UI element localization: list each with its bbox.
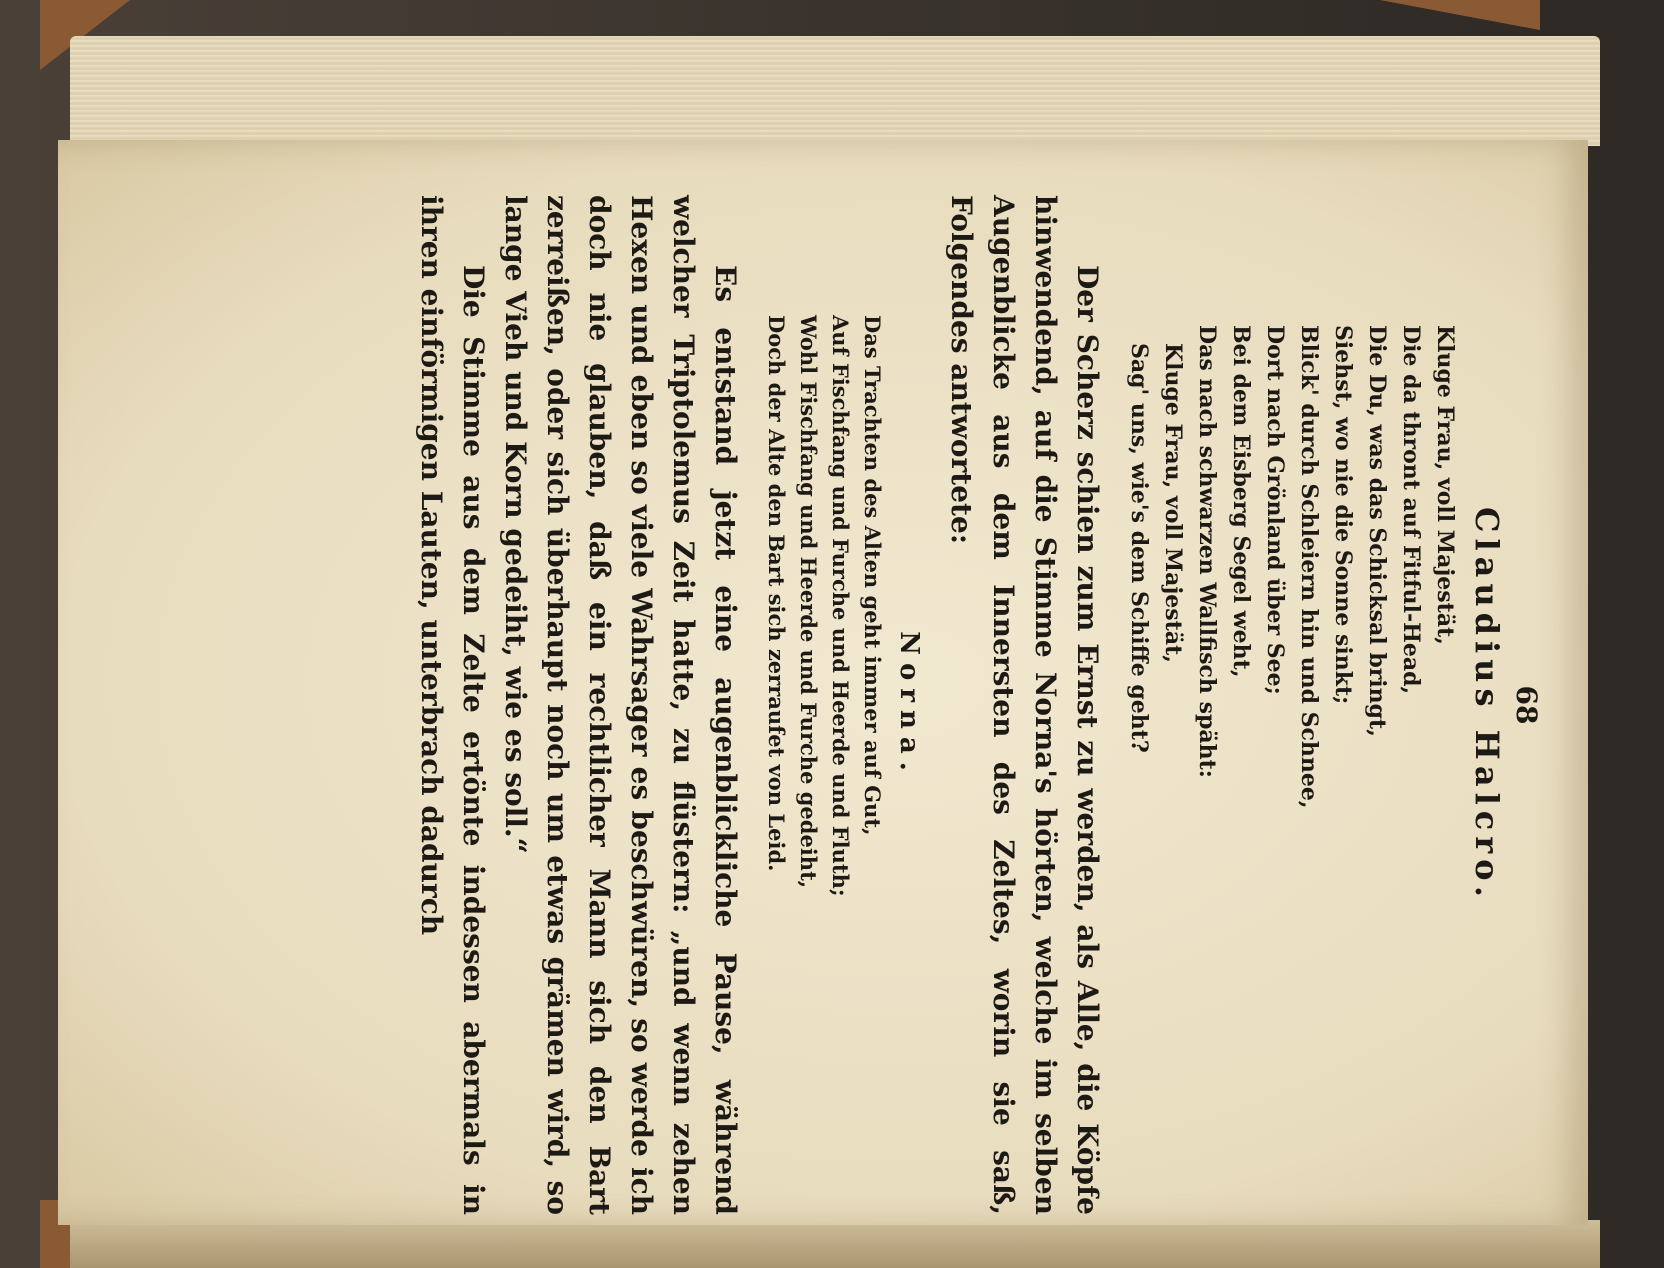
- verse-line: Dort nach Grönland über See;: [1262, 325, 1288, 695]
- verse-line: Siehst, wo nie die Sonne sinkt;: [1330, 325, 1356, 705]
- verse-stanza-2: [760, 315, 888, 1215]
- verse-line: Sag' uns, wie's dem Schiffe geht?: [1126, 343, 1152, 753]
- book-page: [58, 140, 1588, 1225]
- paragraph-2: [410, 195, 746, 1215]
- verse-stanza-1: [1122, 325, 1462, 1215]
- paragraph-1: [940, 195, 1108, 1215]
- paragraph-text: Es entstand jetzt eine augenblickliche Pause, während welcher Triptolemus Zeit hatte, zu flüstern: „und wenn zehen Hexen und eben so viele Wahrsager es beschwüren, so werde ich doch nie glauben, daß ein rechtlicher Mann sich den Bart zerreißen, oder sich überhaupt noch um etwas grämen wird, so lange Vieh und Korn gedeiht, wie es soll.“: [499, 195, 742, 1215]
- verse-line: Doch der Alte den Bart sich zerraufet von Leid.: [764, 315, 789, 872]
- verse-line: Blick' durch Schleiern hin und Schnee,: [1296, 325, 1322, 809]
- verse-line: Wohl Fischfang und Heerde und Furche gedeiht,: [796, 315, 821, 889]
- verse-line: Die Du, was das Schicksal bringt,: [1364, 325, 1390, 737]
- page-text-rotated: [183, 195, 1543, 1215]
- book-gutter: [70, 1220, 1600, 1268]
- verse-line: Die da thront auf Fitful-Head,: [1398, 325, 1424, 695]
- verse-line: Kluge Frau, voll Majestät,: [1432, 325, 1458, 645]
- verse-line: Das nach schwarzen Wallfisch späht:: [1194, 325, 1220, 778]
- page-edges: [70, 36, 1600, 146]
- verse-line: Das Trachten des Alten geht immer auf Gut,: [860, 315, 885, 836]
- speaker-heading: Claudius Halcro.: [1468, 507, 1506, 903]
- verse-line: Bei dem Eisberg Segel weht,: [1228, 325, 1254, 678]
- page-number: 68: [1510, 685, 1543, 725]
- verse-line: Kluge Frau, voll Majestät,: [1160, 343, 1186, 663]
- verse-line: Auf Fischfang und Furche und Heerde und Fluth;: [828, 315, 853, 897]
- paragraph-text: Die Stimme aus dem Zelte ertönte indessen abermals in ihren einförmigen Lauten, unterbrach dadurch: [415, 195, 490, 1215]
- paragraph-text: Der Scherz schien zum Ernst zu werden, als Alle, die Köpfe hinwendend, auf die Stimme Norna's hörten, welche im selben Augenblicke aus dem Innersten des Zeltes, worin sie saß, Folgendes antwortete:: [945, 195, 1104, 1215]
- speaker-heading-norna: Norna.: [894, 631, 924, 779]
